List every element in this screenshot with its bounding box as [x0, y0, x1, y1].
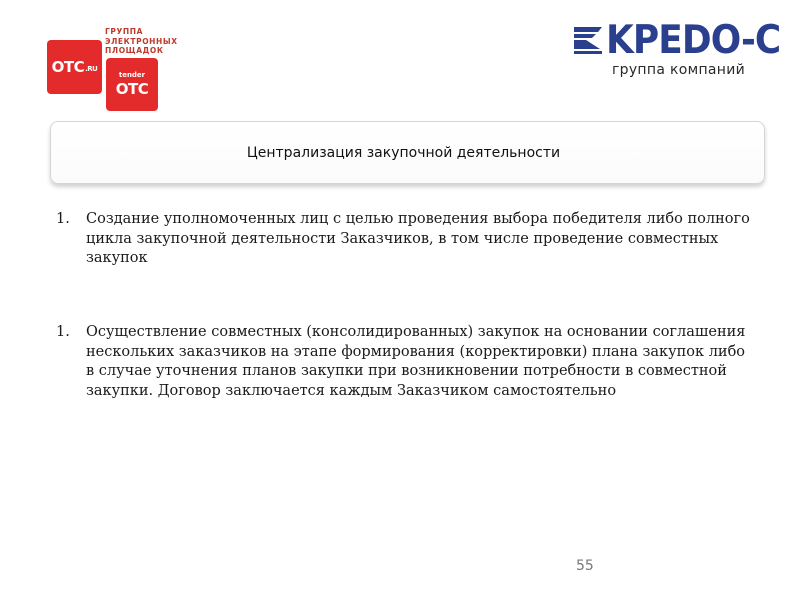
list-item	[56, 323, 756, 401]
otc-tender-logo-main: OTC	[115, 80, 149, 98]
otc-tender-logo-small: tender	[118, 71, 146, 79]
list-item-number: 1.	[56, 324, 70, 340]
otc-ru-logo-main: OTC	[51, 58, 85, 76]
list-item-text: Создание уполномоченных лиц с целью проведения выбора победителя либо полного цикла закупочной деятельности Заказчиков, в том числе проведение совместных закупок	[86, 211, 750, 266]
kredo-logo-subtitle: группа компаний	[612, 62, 746, 78]
kredo-logo-name: KPEDO-C	[606, 18, 781, 63]
page-number: 55	[576, 558, 594, 574]
list-item	[56, 210, 756, 269]
otc-group-line: ЭЛЕКТРОННЫХ	[105, 36, 178, 46]
otc-tender-logo	[106, 58, 158, 111]
list-item-number: 1.	[56, 211, 70, 227]
title-banner	[50, 121, 765, 184]
kredo-logo	[572, 18, 782, 84]
slide-title: Централизация закупочной деятельности	[246, 144, 561, 161]
otc-ru-logo-suffix: .RU	[85, 65, 98, 73]
otc-ru-logo	[47, 40, 102, 94]
kredo-mark-icon	[572, 25, 604, 55]
otc-group-line: ПЛОЩАДОК	[105, 46, 164, 55]
list-item-text: Осуществление совместных (консолидированных) закупок на основании соглашения нескольких заказчиков на этапе формирования (корректировки) плана закупок либо в случае уточнения планов закупки при возникновении потребности в совместной закупки. Договор заключается каждым Заказчиком самостоятельно	[86, 324, 746, 399]
otc-group-caption	[105, 27, 185, 56]
otc-group-line: ГРУППА	[105, 27, 144, 36]
